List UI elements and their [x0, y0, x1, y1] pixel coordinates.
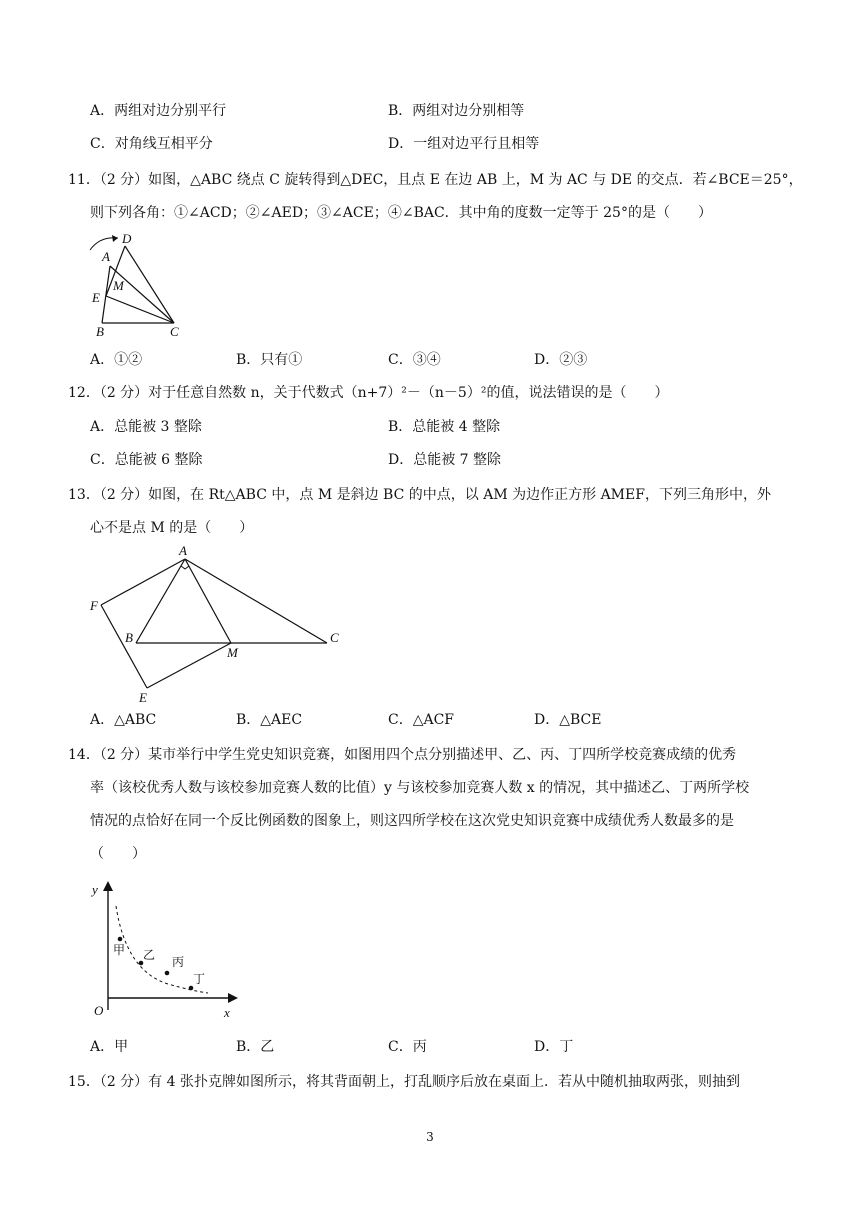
q13-label-f: F: [90, 598, 98, 613]
q15-stem-line-1: 15．（2 分）有 4 张扑克牌如图所示，将其背面朝上，打乱顺序后放在桌面上．若从中随机抽取两张，则抽到: [68, 1074, 740, 1090]
q13-label-c: C: [330, 630, 339, 645]
q13-option-b: B．△AEC: [236, 712, 303, 728]
right-angle-mark: [181, 566, 189, 569]
point-bing: [165, 971, 170, 976]
q11-option-c: C．③④: [388, 352, 441, 368]
q10-option-c: C．对角线互相平分: [90, 136, 213, 152]
q14-stem-line-1: 14．（2 分）某市举行中学生党史知识竞赛，如图用四个点分别描述甲、乙、丙、丁四所学校竞赛成绩的优秀: [68, 747, 737, 763]
q11-label-b: B: [96, 324, 104, 339]
q14-option-a: A．甲: [90, 1039, 129, 1055]
q12-stem-line-1: 12．（2 分）对于任意自然数 n，关于代数式（n+7）²－（n－5）²的值，说法错误的是（ ）: [68, 385, 669, 401]
q12-option-d: D．总能被 7 整除: [388, 452, 502, 468]
q11-label-m: M: [113, 278, 124, 293]
q13-option-d: D．△BCE: [534, 712, 602, 728]
q14-stem-line-4: （ ）: [90, 846, 146, 862]
q14-label-x: x: [224, 1005, 230, 1020]
q10-option-d: D．一组对边平行且相等: [388, 136, 540, 152]
q12-option-b: B．总能被 4 整除: [388, 419, 501, 435]
y-axis-arrow: [103, 881, 113, 891]
q14-option-d: D．丁: [534, 1039, 574, 1055]
q14-stem-line-3: 情况的点恰好在同一个反比例函数的图象上，则这四所学校在这次党史知识竞赛中成绩优秀人数最多的是: [90, 813, 734, 829]
q14-label-jia: 甲: [113, 943, 126, 957]
q14-label-bing: 丙: [172, 955, 185, 969]
q13-stem-line-1: 13．（2 分）如图，在 Rt△ABC 中，点 M 是斜边 BC 的中点，以 AM 为边作正方形 AMEF，下列三角形中，外: [68, 487, 771, 503]
rotation-arrow-head: [112, 235, 118, 242]
q11-label-d: D: [122, 231, 132, 246]
q11-option-b: B．只有①: [236, 352, 303, 368]
x-axis-arrow: [228, 993, 238, 1003]
q12-option-c: C．总能被 6 整除: [90, 452, 203, 468]
q13-label-e: E: [139, 690, 147, 705]
q13-label-m: M: [227, 645, 238, 660]
q13-figure: [82, 540, 352, 710]
q13-label-b: B: [125, 630, 133, 645]
q14-stem-line-2: 率（该校优秀人数与该校参加竞赛人数的比值）y 与该校参加竞赛人数 x 的情况，其中描述乙、丁两所学校: [90, 780, 750, 796]
q13-stem-line-2: 心不是点 M 的是（ ）: [90, 520, 254, 536]
q13-option-a: A．△ABC: [90, 712, 157, 728]
q11-option-a: A．①②: [90, 352, 143, 368]
q14-label-yi: 乙: [143, 948, 156, 962]
q11-stem-line-1: 11．（2 分）如图，△ABC 绕点 C 旋转得到△DEC，且点 E 在边 AB 上，M 为 AC 与 DE 的交点．若∠BCE＝25°，: [68, 172, 803, 188]
q10-option-a: A．两组对边分别平行: [90, 103, 227, 119]
q14-label-ding: 丁: [193, 972, 206, 986]
q14-label-o: O: [94, 1003, 104, 1018]
q11-stem-line-2: 则下列各角：①∠ACD；②∠AED；③∠ACE；④∠BAC．其中角的度数一定等于 25°的是（ ）: [90, 205, 712, 221]
q14-option-b: B．乙: [236, 1039, 275, 1055]
q11-label-c: C: [170, 324, 179, 339]
q12-option-a: A．总能被 3 整除: [90, 419, 202, 435]
q11-label-a: A: [102, 249, 110, 264]
q11-label-e: E: [92, 290, 100, 305]
q14-option-c: C．丙: [388, 1039, 427, 1055]
page-number: 3: [426, 1130, 434, 1144]
q14-label-y: y: [92, 882, 98, 897]
point-jia: [118, 937, 123, 942]
q11-figure: [82, 228, 192, 343]
q13-option-c: C．△ACF: [388, 712, 455, 728]
q14-figure: [88, 876, 248, 1021]
q10-option-b: B．两组对边分别相等: [388, 103, 525, 119]
q13-label-a: A: [179, 543, 187, 558]
q11-option-d: D．②③: [534, 352, 588, 368]
point-ding: [189, 986, 194, 991]
